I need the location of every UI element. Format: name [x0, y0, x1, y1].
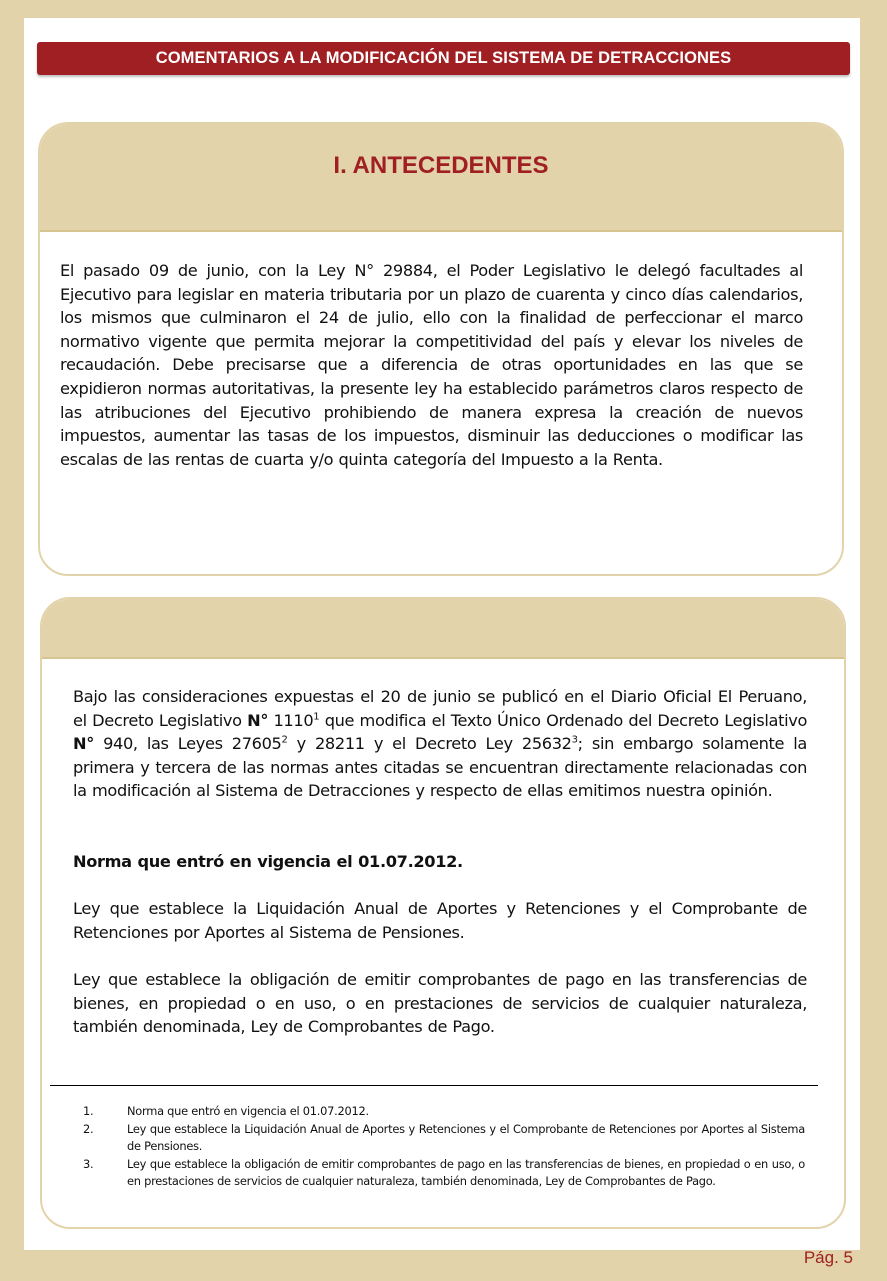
footnote-item [80, 1156, 805, 1191]
decree-text-e: y 28211 y el Decreto Ley 25632 [287, 734, 572, 754]
pension-law-paragraph: Ley que establece la Liquidación Anual de Aportes y Retenciones y el Comprobante de Retenciones por Aportes al Sistema de Pensiones. [73, 899, 807, 942]
footnotes-list [80, 1103, 805, 1191]
footnote-item [80, 1103, 805, 1121]
decree-paragraph [73, 685, 807, 803]
content-box-header [42, 599, 844, 659]
footnote-ref-1[interactable]: 1 [313, 711, 320, 723]
decree-text-a-bold: N° [247, 710, 269, 730]
antecedentes-paragraph: El pasado 09 de junio, con la Ley N° 29884, el Poder Legislativo le delegó facultades al Ejecutivo para legislar en materia tributaria por un plazo de cuarenta y cinco días calendarios, los mismos que culminaron el 24 de julio, ello con la finalidad de perfeccionar el marco normativo vigente que permita mejorar la competitividad del país y elevar los niveles de recaudación. Debe precisarse que a diferencia de otras oportunidades en las que se expidieron normas autoritativas, la presente ley ha establecido parámetros claros respecto de las atribuciones del Ejecutivo prohibiendo de manera expresa la creación de nuevos impuestos, aumentar las tasas de los impuestos, disminuir las deducciones o modificar las escalas de las rentas de cuarta y/o quinta categoría del Impuesto a la Renta. [60, 261, 803, 469]
receipts-law-paragraph: Ley que establece la obligación de emitir comprobantes de pago en las transferencias de bienes, en propiedad o en uso, o en prestaciones de servicios de cualquier naturaleza, también denominada, Ley de Comprobantes de Pago. [73, 970, 807, 1037]
footnote-divider [50, 1085, 818, 1086]
decree-text-d: 940, las Leyes 27605 [93, 734, 282, 754]
page-number: Pág. 5 [803, 1248, 853, 1267]
decree-text-b: 1110 [268, 710, 314, 730]
decree-text-a: Bajo las consideraciones expuestas el 20 de junio se publicó en el Diario Oficial El Peruano, el Decreto Legislativo [73, 687, 807, 730]
decree-text-f: ; sin embargo solamente la primera y tercera de las normas antes citadas se encuentran directamente relacionadas con la modificación al Sistema de Detracciones y respecto de ellas emitimos nuestra opinión. [73, 734, 807, 801]
footnote-number: 1. [83, 1104, 94, 1118]
footnote-ref-3[interactable]: 3 [571, 734, 578, 746]
footnote-number: 3. [83, 1156, 94, 1171]
decree-text-c-bold: N° [73, 734, 94, 754]
footnote-ref-2[interactable]: 2 [281, 734, 288, 746]
document-header: COMENTARIOS A LA MODIFICACIÓN DEL SISTEMA DE DETRACCIONES [37, 42, 850, 75]
footnote-text: Ley que establece la obligación de emitir comprobantes de pago en las transferencias de bienes, en propiedad o en uso, o en prestaciones de servicios de cualquier naturaleza, también denominada, Ley de Comprobantes de Pago. [127, 1156, 805, 1188]
footnote-text: Ley que establece la Liquidación Anual de Aportes y Retenciones y el Comprobante de Retenciones por Aportes al Sistema de Pensiones. [127, 1121, 805, 1153]
footnote-number: 2. [83, 1121, 94, 1136]
decree-text-c: que modifica el Texto Único Ordenado del Decreto Legislativo [319, 710, 808, 730]
section-title: I. ANTECEDENTES [333, 152, 549, 179]
footnote-item [80, 1121, 805, 1156]
bold-note: Norma que entró en vigencia el 01.07.2012. [73, 852, 463, 871]
footnote-text: Norma que entró en vigencia el 01.07.2012. [127, 1104, 369, 1118]
antecedentes-box-header [40, 124, 842, 232]
